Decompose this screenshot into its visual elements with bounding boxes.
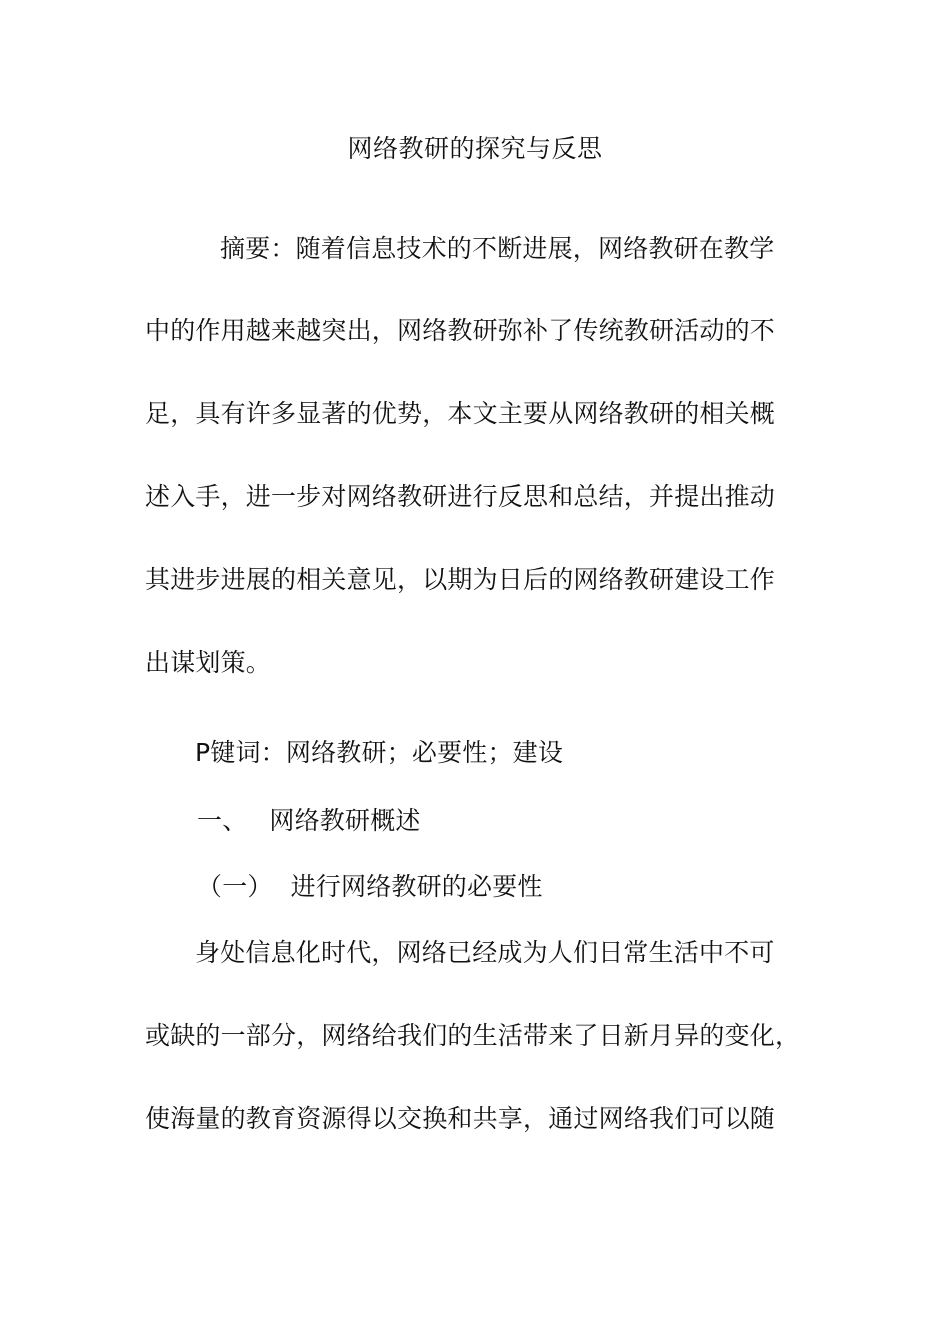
abstract-line-5: 其进步进展的相关意见，以期为日后的网络教研建设工作 <box>145 565 776 594</box>
abstract-line-1: 摘要：随着信息技术的不断进展，网络教研在教学 <box>220 234 775 263</box>
section-heading-1 <box>197 803 421 839</box>
abstract-line-2: 中的作用越来越突出，网络教研弥补了传统教研活动的不 <box>145 316 776 345</box>
body-line-3: 使海量的教育资源得以交换和共享，通过网络我们可以随 <box>145 1104 776 1133</box>
subsection-heading-1 <box>197 869 543 905</box>
abstract-line-4: 述入手，进一步对网络教研进行反思和总结，并提出推动 <box>145 482 776 511</box>
document-title: 网络教研的探究与反思 <box>347 134 603 163</box>
keywords-line: P键词：网络教研；必要性；建设 <box>195 738 564 767</box>
section-title: 网络教研概述 <box>269 806 421 835</box>
subsection-title: 进行网络教研的必要性 <box>290 872 543 901</box>
body-line-1: 身处信息化时代，网络已经成为人们日常生活中不可 <box>195 938 775 967</box>
abstract-line-6: 出谋划策。 <box>145 648 272 677</box>
body-line-2: 或缺的一部分，网络给我们的生活带来了日新月异的变化， <box>145 1021 801 1050</box>
abstract-line-3: 足，具有许多显著的优势，本文主要从网络教研的相关概 <box>145 399 776 428</box>
subsection-number: （一） <box>197 872 273 901</box>
section-number: 一、 <box>197 806 248 835</box>
